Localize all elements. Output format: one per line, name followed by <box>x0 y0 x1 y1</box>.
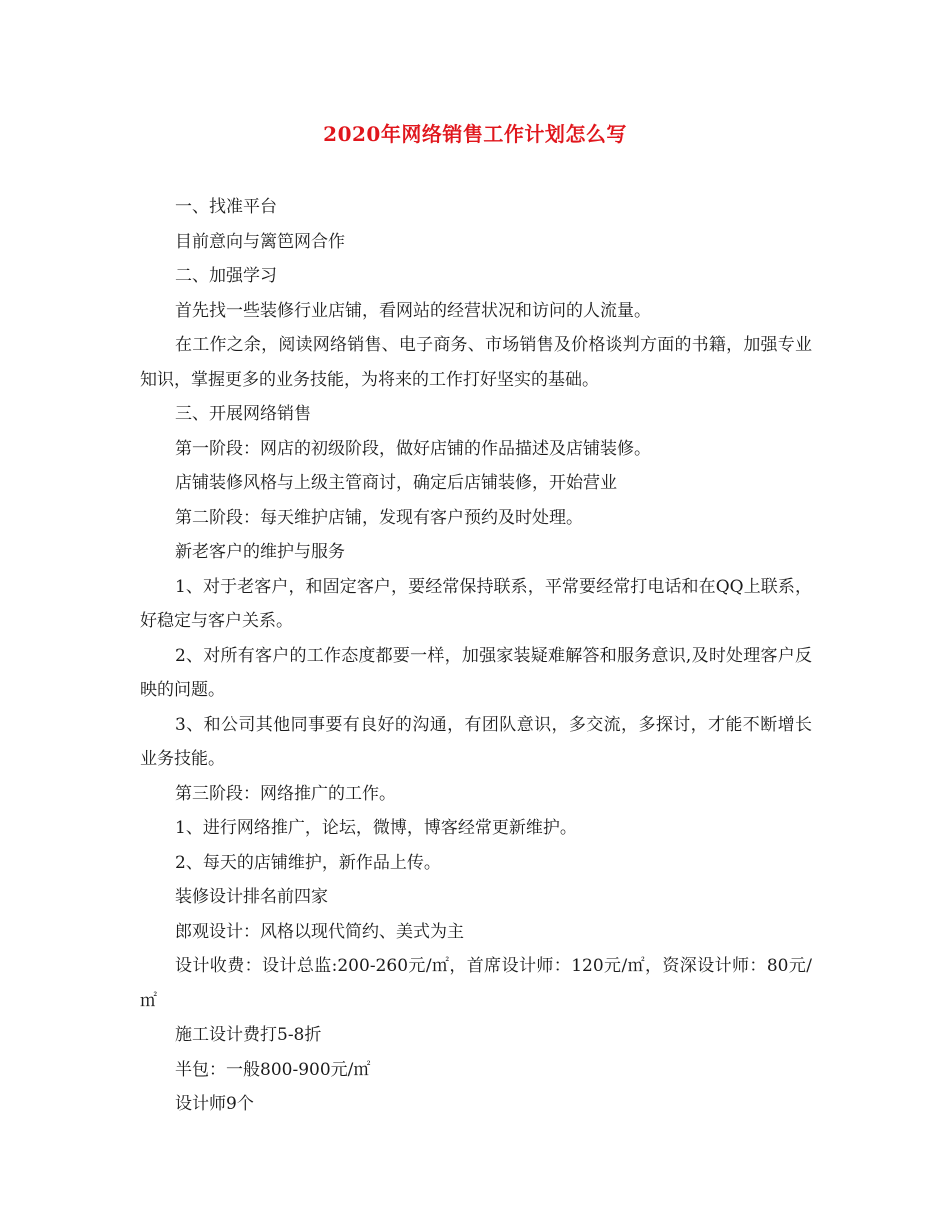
paragraph: 目前意向与篱笆网合作 <box>175 231 345 252</box>
paragraph: 在工作之余，阅读网络销售、电子商务、市场销售及价格谈判方面的书籍，加强专业知识，掌握更多的业务技能，为将来的工作打好坚实的基础。 <box>140 335 812 390</box>
paragraph: 首先找一些装修行业店铺，看网站的经营状况和访问的人流量。 <box>175 300 651 321</box>
paragraph: 店铺装修风格与上级主管商讨，确定后店铺装修，开始营业 <box>175 473 617 493</box>
document-title: 2020年网络销售工作计划怎么写 <box>323 122 627 146</box>
paragraph: 二、加强学习 <box>175 266 277 286</box>
paragraph: 设计收费：设计总监:200-260元/㎡，首席设计师：120元/㎡，资深设计师：80元/㎡ <box>140 956 812 1011</box>
paragraph: 3、和公司其他同事要有良好的沟通，有团队意识，多交流，多探讨，才能不断增长业务技能。 <box>140 714 812 769</box>
paragraph: 1、对于老客户，和固定客户，要经常保持联系，平常要经常打电话和在QQ上联系，好稳定与客户关系。 <box>140 576 812 631</box>
paragraph: 2、对所有客户的工作态度都要一样，加强家装疑难解答和服务意识,及时处理客户反映的问题。 <box>140 645 812 700</box>
paragraph: 1、进行网络推广，论坛，微博，博客经常更新维护。 <box>175 818 577 838</box>
paragraph: 第二阶段：每天维护店铺，发现有客户预约及时处理。 <box>175 507 583 528</box>
paragraph: 第三阶段：网络推广的工作。 <box>175 783 396 804</box>
paragraph: 三、开展网络销售 <box>175 404 311 424</box>
document-body <box>140 190 812 1122</box>
paragraph: 一、找准平台 <box>175 197 277 217</box>
paragraph: 新老客户的维护与服务 <box>175 542 345 562</box>
paragraph: 第一阶段：网店的初级阶段，做好店铺的作品描述及店铺装修。 <box>175 438 651 459</box>
paragraph: 2、每天的店铺维护，新作品上传。 <box>175 852 441 873</box>
paragraph: 郎观设计：风格以现代简约、美式为主 <box>175 921 464 942</box>
paragraph: 施工设计费打5-8折 <box>175 1025 322 1045</box>
paragraph: 半包：一般800-900元/㎡ <box>175 1059 371 1080</box>
paragraph: 装修设计排名前四家 <box>175 887 328 907</box>
paragraph: 设计师9个 <box>175 1094 254 1114</box>
